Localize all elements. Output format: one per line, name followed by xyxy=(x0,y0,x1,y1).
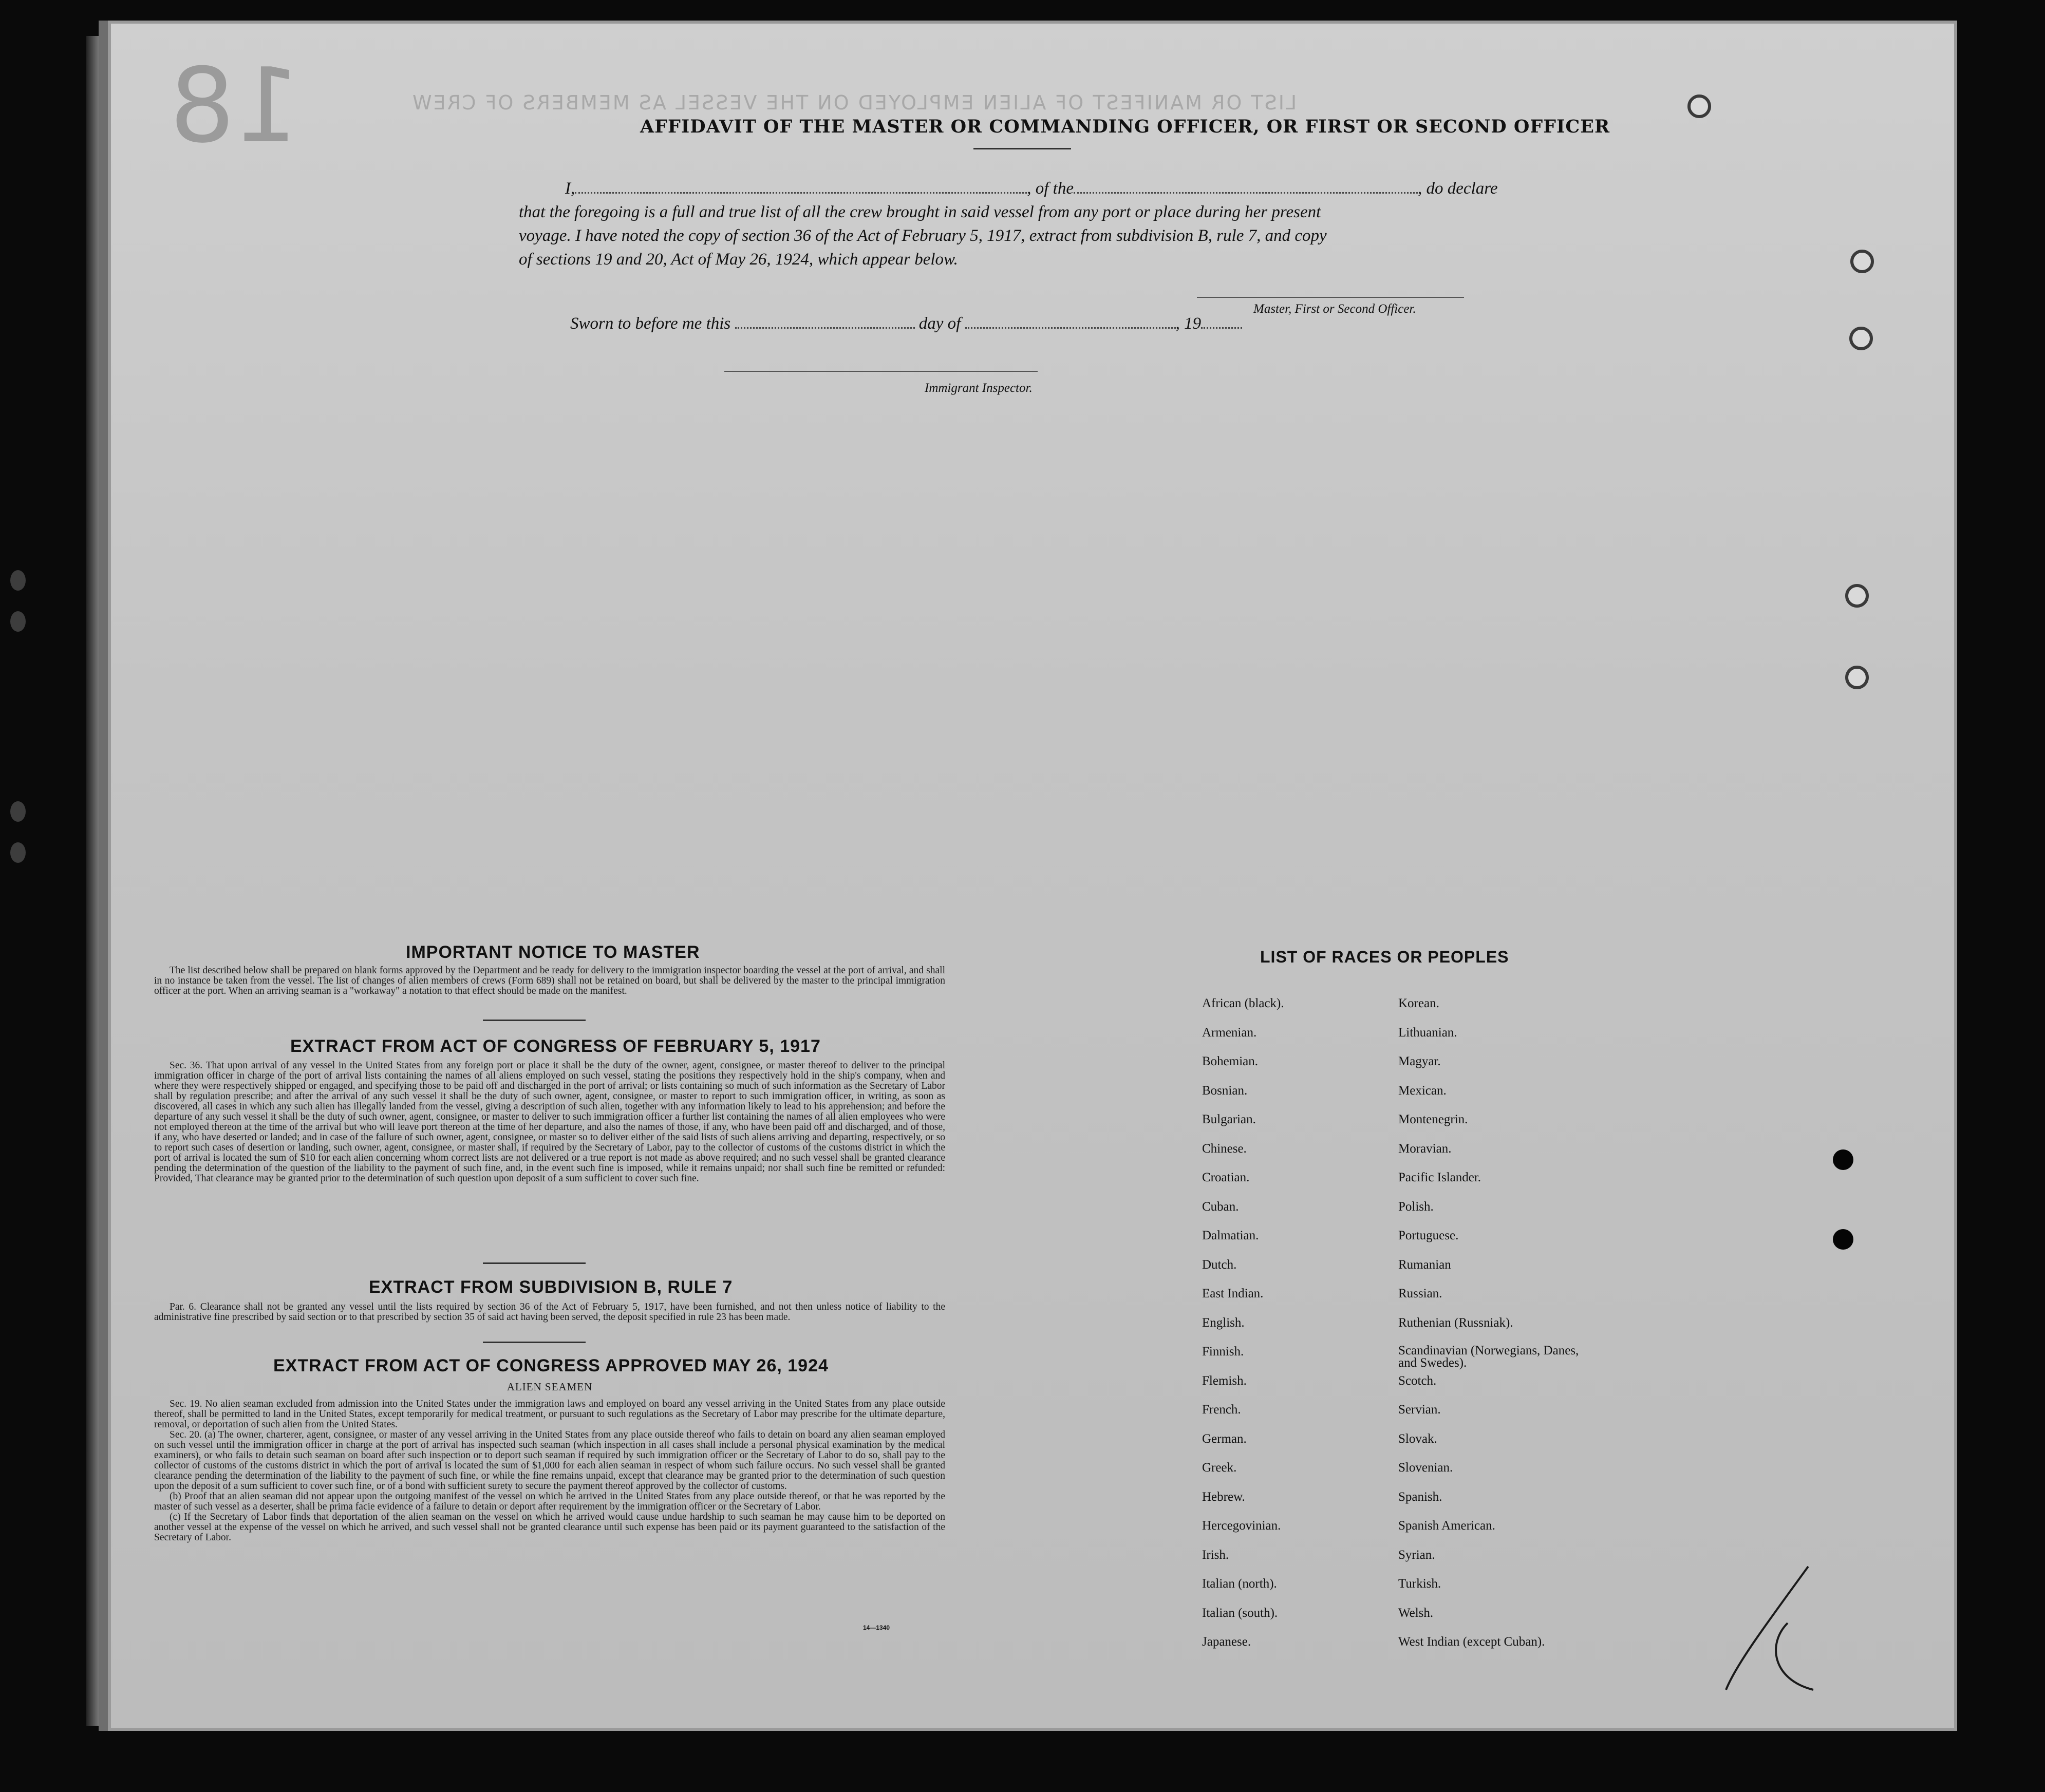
punch-hole xyxy=(1687,95,1711,118)
race-item: Japanese. xyxy=(1202,1635,1251,1649)
name-field[interactable] xyxy=(575,192,1027,194)
handwritten-mark xyxy=(1705,1561,1839,1695)
race-item: Slovenian. xyxy=(1398,1461,1453,1475)
race-item: Bulgarian. xyxy=(1202,1112,1256,1126)
divider xyxy=(483,1262,586,1264)
of-the-label: , of the xyxy=(1027,179,1074,198)
race-item: Mexican. xyxy=(1398,1083,1447,1098)
extract-1924-text xyxy=(154,1399,945,1543)
alien-seamen-subtitle: ALIEN SEAMEN xyxy=(506,1381,593,1393)
sec20b-paragraph: (b) Proof that an alien seaman did not appear upon the outgoing manifest of the vessel on which he arrived in the United States from any place outside thereof, or that he was reported by the master of such vessel as a deserter, shall be prima facie evidence of a failure to detain or deport after requirement by the immigration officer or the Secretary of Labor. xyxy=(154,1491,945,1512)
par6-paragraph: Par. 6. Clearance shall not be granted any vessel until the lists required by section 36 of the Act of February 5, 1917, have been furnished, and not then unless notice of liability to the administrative fine prescribed by said section or to that prescribed by section 35 of said act having been served, the deposit specified in rule 23 has been made. xyxy=(154,1301,945,1323)
affidavit-line-2: voyage. I have noted the copy of section 36 of the Act of February 5, 1917, extract from subdivision B, rule 7, and copy xyxy=(519,227,1327,245)
ghost-stamp-number: 18 xyxy=(170,46,301,166)
race-item: Russian. xyxy=(1398,1287,1442,1300)
extract-rule7-title: EXTRACT FROM SUBDIVISION B, RULE 7 xyxy=(369,1277,733,1297)
inspector-label: Immigrant Inspector. xyxy=(925,381,1033,395)
race-item: African (black). xyxy=(1202,996,1284,1010)
punch-hole xyxy=(1850,250,1874,273)
race-item: Ruthenian (Russniak). xyxy=(1398,1315,1513,1330)
race-item: Lithuanian. xyxy=(1398,1025,1457,1040)
race-item: Greek. xyxy=(1202,1461,1237,1475)
race-item: Korean. xyxy=(1398,996,1439,1010)
binder-hole xyxy=(10,801,26,822)
punch-hole xyxy=(1845,584,1869,608)
race-item: Scandinavian (Norwegians, Danes, and Swedes). xyxy=(1398,1344,1579,1370)
punch-hole xyxy=(1849,327,1873,350)
race-item: Italian (north). xyxy=(1202,1577,1277,1591)
sworn-day-field[interactable] xyxy=(735,327,915,329)
race-item: Bohemian. xyxy=(1202,1054,1259,1068)
signature-line-master xyxy=(1197,297,1464,298)
do-declare-label: , do declare xyxy=(1417,179,1498,198)
race-item: Slovak. xyxy=(1398,1431,1437,1446)
notice-paragraph: The list described below shall be prepared on blank forms approved by the Department and be ready for delivery to the immigration inspector boarding the vessel at the port of arrival, and shall in no instance be taken from the vessel. The list of changes of alien members of crews (Form 689) shall not be retained on board, but shall be delivered by the master to the principal immigration officer at the port. When an arriving seaman is a "workaway" a notation to that effect should be made on the manifest. xyxy=(154,965,945,996)
race-item: Pacific Islander. xyxy=(1398,1171,1481,1184)
race-item: Armenian. xyxy=(1202,1025,1257,1040)
binder-hole xyxy=(10,842,26,863)
race-item: Moravian. xyxy=(1398,1141,1452,1156)
races-title: LIST OF RACES OR PEOPLES xyxy=(1260,948,1509,966)
sec36-paragraph: Sec. 36. That upon arrival of any vessel in the United States from any foreign port or place it shall be the duty of the owner, agent, consignee, or master thereof to deliver to the principal immigration officer in charge of the port of arrival lists containing the names of all aliens employed on such vessel, stating the positions they respectively hold in the ship's company, when and where they were respectively shipped or engaged, and specifying those to be paid off and discharged in the port of arrival; or lists containing so much of such information as the Secretary of Labor shall by regulation prescribe; and after the arrival of any such vessel it shall be the duty of such owner, agent, consignee, or master to report to such immigration officer, in writing, as soon as discovered, all cases in which any such alien has illegally landed from the vessel, giving a description of such alien, together with any information likely to lead to his apprehension; and before the departure of any such vessel it shall be the duty of such owner, agent, consignee, or master to deliver to such immigration officer a further list containing the names of all alien employees who were not employed thereon at the time of the arrival but who will leave port thereon at the time of her departure, and also the names of those, if any, who have been paid off and discharged, and of those, if any, who have deserted or landed; and in case of the failure of such owner, agent, consignee, or master so to deliver either of the said lists of such aliens arriving and departing, respectively, or so to report such cases of desertion or landing, such owner, agent, consignee, or master shall, if required by the Secretary of Labor, pay to the collector of customs of the customs district in which the port of arrival is located the sum of $10 for each alien concerning whom correct lists are not delivered or a true report is not made as above required; and no such vessel shall be granted clearance pending the determination of the question of the liability to the payment of such fine, and, in the event such fine is imposed, while it remains unpaid; nor shall such fine be remitted or refunded: Provided, That clearance may be granted prior to the determination of such question upon deposit of a sum sufficient to cover such fine. xyxy=(154,1060,945,1184)
sec20a-paragraph: Sec. 20. (a) The owner, charterer, agent, consignee, or master of any vessel arriving in the United States from any place outside thereof who fails to detain on board any alien seaman employed on such vessel until the immigration officer in charge at the port of arrival has inspected such seaman (which inspection in all cases shall include a personal physical examination by the medical examiners), or who fails to detain such seaman on board after such inspection or to deport such seaman if required by such immigration officer or the Secretary of Labor to do so, shall pay to the collector of customs of the customs district in which the port of arrival is located the sum of $1,000 for each alien seaman in respect of whom such failure occurs. No such vessel shall be granted clearance pending the determination of the liability to the payment of such fine, or while the fine remains unpaid, except that clearance may be granted prior to the determination of such question upon the deposit of a sum sufficient to cover such fine, or of a bond with sufficient surety to secure the payment thereof approved by the collector of customs. xyxy=(154,1429,945,1492)
sec20c-paragraph: (c) If the Secretary of Labor finds that deportation of the alien seaman on the vessel on which he arrived would cause undue hardship to such seaman he may cause him to be deported on another vessel at the expense of the vessel on which he arrived, and such vessel shall not be granted clearance until such expense has been paid or its payment guaranteed to the satisfaction of the Secretary of Labor. xyxy=(154,1512,945,1543)
race-item: German. xyxy=(1202,1431,1247,1446)
race-item: Irish. xyxy=(1202,1548,1229,1562)
race-item: Spanish. xyxy=(1398,1489,1442,1504)
race-item: Portuguese. xyxy=(1398,1229,1459,1242)
punch-hole xyxy=(1845,666,1869,689)
extract-1917-title: EXTRACT FROM ACT OF CONGRESS OF FEBRUARY 5, 1917 xyxy=(290,1036,821,1056)
extract-1924-title: EXTRACT FROM ACT OF CONGRESS APPROVED MAY 26, 1924 xyxy=(273,1356,829,1375)
divider xyxy=(973,148,1071,149)
affidavit-body xyxy=(519,177,1521,271)
divider xyxy=(483,1020,586,1021)
race-item: Magyar. xyxy=(1398,1054,1441,1068)
notice-title: IMPORTANT NOTICE TO MASTER xyxy=(406,942,700,962)
affidavit-line-3: of sections 19 and 20, Act of May 26, 1924, which appear below. xyxy=(519,250,958,269)
race-item: East Indian. xyxy=(1202,1287,1264,1300)
sworn-year-field[interactable] xyxy=(1201,327,1242,329)
year-prefix: , 19 xyxy=(1175,314,1202,333)
race-item: Welsh. xyxy=(1398,1606,1434,1620)
race-item: Croatian. xyxy=(1202,1171,1250,1184)
i-label: I, xyxy=(565,179,575,198)
race-item: French. xyxy=(1202,1403,1241,1417)
extract-rule7-text xyxy=(154,1302,945,1323)
notice-text xyxy=(154,966,945,996)
race-item: Montenegrin. xyxy=(1398,1112,1468,1126)
binder-hole xyxy=(10,570,26,591)
punch-hole-dark xyxy=(1833,1149,1853,1170)
punch-hole-dark xyxy=(1833,1229,1853,1250)
race-item: Servian. xyxy=(1398,1403,1441,1417)
divider xyxy=(483,1342,586,1343)
race-item: Italian (south). xyxy=(1202,1606,1278,1620)
race-item: Dalmatian. xyxy=(1202,1229,1259,1242)
race-item: Cuban. xyxy=(1202,1199,1239,1214)
race-item: Finnish. xyxy=(1202,1345,1244,1359)
sworn-month-field[interactable] xyxy=(965,327,1176,329)
affidavit-title: AFFIDAVIT OF THE MASTER OR COMMANDING OFFICER, OR FIRST OR SECOND OFFICER xyxy=(640,116,1610,137)
race-item: English. xyxy=(1202,1315,1245,1330)
master-label: Master, First or Second Officer. xyxy=(1253,302,1416,316)
vessel-field[interactable] xyxy=(1074,192,1418,194)
sec19-paragraph: Sec. 19. No alien seaman excluded from admission into the United States under the immigration laws and employed on board any vessel arriving in the United States from any place outside thereof, shall be permitted to land in the United States, except temporarily for medical treatment, or pursuant to such regulations as the Secretary of Labor may prescribe for the ultimate departure, removal, or deportation of such alien from the United States. xyxy=(154,1399,945,1430)
race-item: Scotch. xyxy=(1398,1373,1437,1388)
sworn-line xyxy=(570,314,1242,333)
race-item: West Indian (except Cuban). xyxy=(1398,1635,1545,1649)
binder-hole xyxy=(10,611,26,632)
race-item: Hebrew. xyxy=(1202,1489,1245,1504)
affidavit-line-i xyxy=(519,177,1521,200)
race-item: Syrian. xyxy=(1398,1548,1435,1562)
extract-1917-text xyxy=(154,1061,945,1184)
race-item: Hercegovinian. xyxy=(1202,1519,1281,1533)
race-item: Turkish. xyxy=(1398,1577,1441,1591)
race-item: Spanish American. xyxy=(1398,1519,1495,1533)
race-item: Dutch. xyxy=(1202,1257,1237,1272)
race-item: Rumanian xyxy=(1398,1257,1451,1272)
form-number: 14—1340 xyxy=(863,1624,890,1631)
sworn-prefix: Sworn to before me this xyxy=(570,314,731,333)
race-item: Flemish. xyxy=(1202,1373,1247,1388)
race-item: Bosnian. xyxy=(1202,1083,1248,1098)
race-item: Chinese. xyxy=(1202,1141,1247,1156)
affidavit-line-1: that the foregoing is a full and true list of all the crew brought in said vessel from any port or place during her present xyxy=(519,203,1321,221)
race-item: Polish. xyxy=(1398,1199,1434,1214)
day-of-label: day of xyxy=(918,314,961,333)
ghost-header-bleed: LIST OR MANIFEST OF ALIEN EMPLOYED ON THE VESSEL AS MEMBERS OF CREW xyxy=(411,91,1297,114)
signature-line-inspector xyxy=(724,371,1038,372)
